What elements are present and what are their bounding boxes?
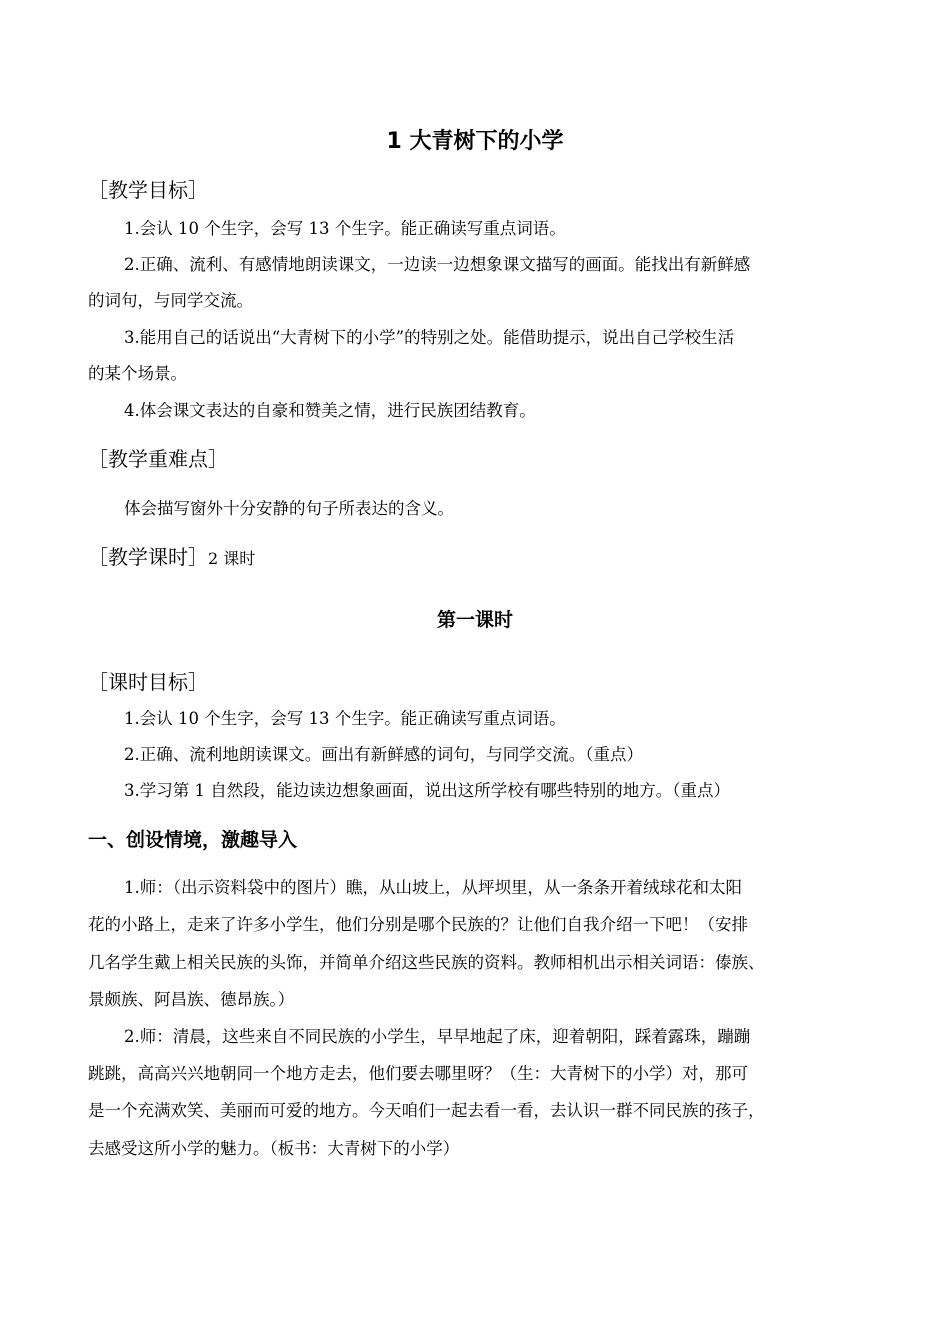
lesson-one-title: 第一课时 bbox=[436, 609, 513, 631]
objective-line-3-cont: 的某个场景。 bbox=[88, 364, 187, 383]
lesson-objectives-heading: ［课时目标］ bbox=[88, 670, 208, 694]
objective-line-1: 1.会认 10 个生字，会写 13 个生字。能正确读写重点词语。 bbox=[124, 219, 566, 238]
section-one-line-5: 2.师：清晨，这些来自不同民族的小学生，早早地起了床，迎着朝阳，踩着露珠，蹦蹦 bbox=[124, 1027, 751, 1046]
section-one-line-8: 去感受这所小学的魅力。（板书：大青树下的小学） bbox=[88, 1139, 460, 1158]
section-one-line-7: 是一个充满欢笑、美丽而可爱的地方。今天咱们一起去看一看，去认识一群不同民族的孩子， bbox=[88, 1101, 765, 1120]
periods-label: ［教学课时］ bbox=[88, 545, 208, 569]
section-one-line-4: 景颇族、阿昌族、德昂族。） bbox=[88, 990, 295, 1009]
periods-heading bbox=[88, 542, 255, 574]
periods-value: 2 课时 bbox=[208, 549, 256, 568]
lesson-objective-line-3: 3.学习第 1 自然段，能边读边想象画面，说出这所学校有哪些特别的地方。（重点） bbox=[124, 781, 730, 800]
objectives-heading: ［教学目标］ bbox=[88, 178, 208, 202]
lesson-objective-line-1: 1.会认 10 个生字，会写 13 个生字。能正确读写重点词语。 bbox=[124, 709, 566, 728]
key-points-heading: ［教学重难点］ bbox=[88, 447, 228, 471]
objective-line-3: 3.能用自己的话说出“大青树下的小学”的特别之处。能借助提示，说出自己学校生活 bbox=[124, 328, 735, 347]
section-one-line-3: 几名学生戴上相关民族的头饰，并简单介绍这些民族的资料。教师相机出示相关词语：傣族、 bbox=[88, 953, 765, 972]
objective-line-2: 2.正确、流利、有感情地朗读课文，一边读一边想象课文描写的画面。能找出有新鲜感 bbox=[124, 255, 751, 274]
section-one-line-1: 1.师：（出示资料袋中的图片）瞧，从山坡上，从坪坝里，从一条条开着绒球花和太阳 bbox=[124, 878, 742, 897]
objective-line-4: 4.体会课文表达的自豪和赞美之情，进行民族团结教育。 bbox=[124, 401, 536, 420]
lesson-objective-line-2: 2.正确、流利地朗读课文。画出有新鲜感的词句，与同学交流。（重点） bbox=[124, 745, 643, 764]
document-title: 1 大青树下的小学 bbox=[386, 129, 564, 154]
section-one-line-2: 花的小路上，走来了许多小学生，他们分别是哪个民族的？让他们自我介绍一下吧！（安排 bbox=[88, 915, 748, 934]
section-one-heading: 一、创设情境，激趣导入 bbox=[88, 829, 298, 851]
section-one-line-6: 跳跳，高高兴兴地朝同一个地方走去，他们要去哪里呀？（生：大青树下的小学）对，那可 bbox=[88, 1064, 748, 1083]
objective-line-2-cont: 的词句，与同学交流。 bbox=[88, 291, 253, 310]
key-point-line-1: 体会描写窗外十分安静的句子所表达的含义。 bbox=[124, 499, 454, 518]
